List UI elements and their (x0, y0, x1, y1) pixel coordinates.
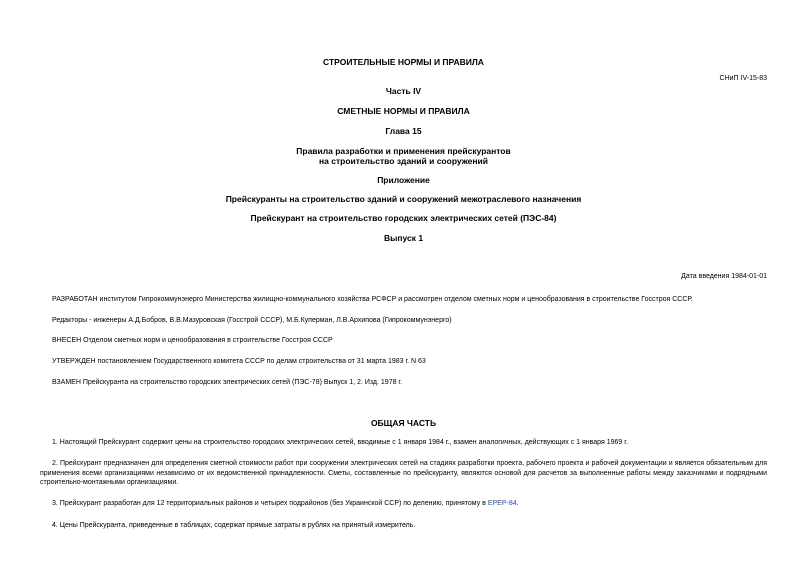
paragraph-1: 1. Настоящий Прейскурант содержит цены на строительство городских электрических сетей, вводимые с 1 января 1984 г., взамен аналогичных, действующих с 1 января 1969 г. (52, 439, 628, 446)
intro-date: Дата введения 1984-01-01 (681, 273, 767, 280)
pricelist-title: Прейскурант на строительство городских электрических сетей (ПЭС-84) (250, 213, 557, 223)
introduced-by: ВНЕСЕН Отделом сметных норм и ценообразования в строительстве Госстроя СССР (52, 337, 333, 344)
editors: Редакторы - инженеры А.Д.Бобров, В.В.Мазуровская (Госстрой СССР), М.Б.Куперман, Л.В.Архипова (Гипрокоммунэнерго) (52, 317, 452, 324)
chapter-title-line2: на строительство зданий и сооружений (319, 156, 488, 166)
replaces: ВЗАМЕН Прейскуранта на строительство городских электрических сетей (ПЭС-78) Выпуск 1, 2. Изд. 1978 г. (52, 379, 403, 386)
chapter-title-line1: Правила разработки и применения прейскурантов (296, 146, 511, 156)
issue-label: Выпуск 1 (383, 233, 424, 243)
paragraph-2: 2. Прейскурант предназначен для определения сметной стоимости работ при сооружении электрических сетей на стадиях разработки проекта, рабочего проекта и рабочей документации и является обязательным для применения всеми организациями независимо от их ведомственной принадлежности. Сметы, составленные по прейскуранту, являются основой для расчетов за выполненные работы между заказчиками и подрядными строительно-монтажными организациями. (40, 460, 767, 486)
paragraph-4: 4. Цены Прейскуранта, приведенные в таблицах, содержат прямые затраты в рублях на принятый измеритель. (52, 522, 416, 529)
developed-by: РАЗРАБОТАН институтом Гипрокоммунэнерго Министерства жилищно-коммунального хозяйства РСФСР и рассмотрен отделом сметных норм и ценообразования в строительстве Госстроя СССР. (52, 296, 693, 303)
erer-84-link[interactable]: ЕРЕР-84 (487, 500, 517, 507)
general-section-title: ОБЩАЯ ЧАСТЬ (370, 418, 437, 428)
appendix-title: Прейскуранты на строительство зданий и сооружений межотраслевого назначения (225, 194, 582, 204)
paragraph-3-end: . (516, 500, 519, 507)
chapter-label: Глава 15 (385, 126, 422, 136)
part-label: Часть IV (385, 86, 422, 96)
paragraph-3 (40, 499, 767, 509)
document-code: СНиП IV-15-83 (719, 75, 767, 82)
appendix-label: Приложение (377, 175, 430, 185)
paragraph-3-text: 3. Прейскурант разработан для 12 территориальных районов и четырех подрайонов (без Украинской ССР) по делению, принятому в (52, 500, 488, 507)
main-title: СТРОИТЕЛЬНЫЕ НОРМЫ И ПРАВИЛА (323, 57, 484, 67)
part-title: СМЕТНЫЕ НОРМЫ И ПРАВИЛА (337, 106, 470, 116)
approved-by: УТВЕРЖДЕН постановлением Государственного комитета СССР по делам строительства от 31 марта 1983 г. N 63 (52, 358, 426, 365)
